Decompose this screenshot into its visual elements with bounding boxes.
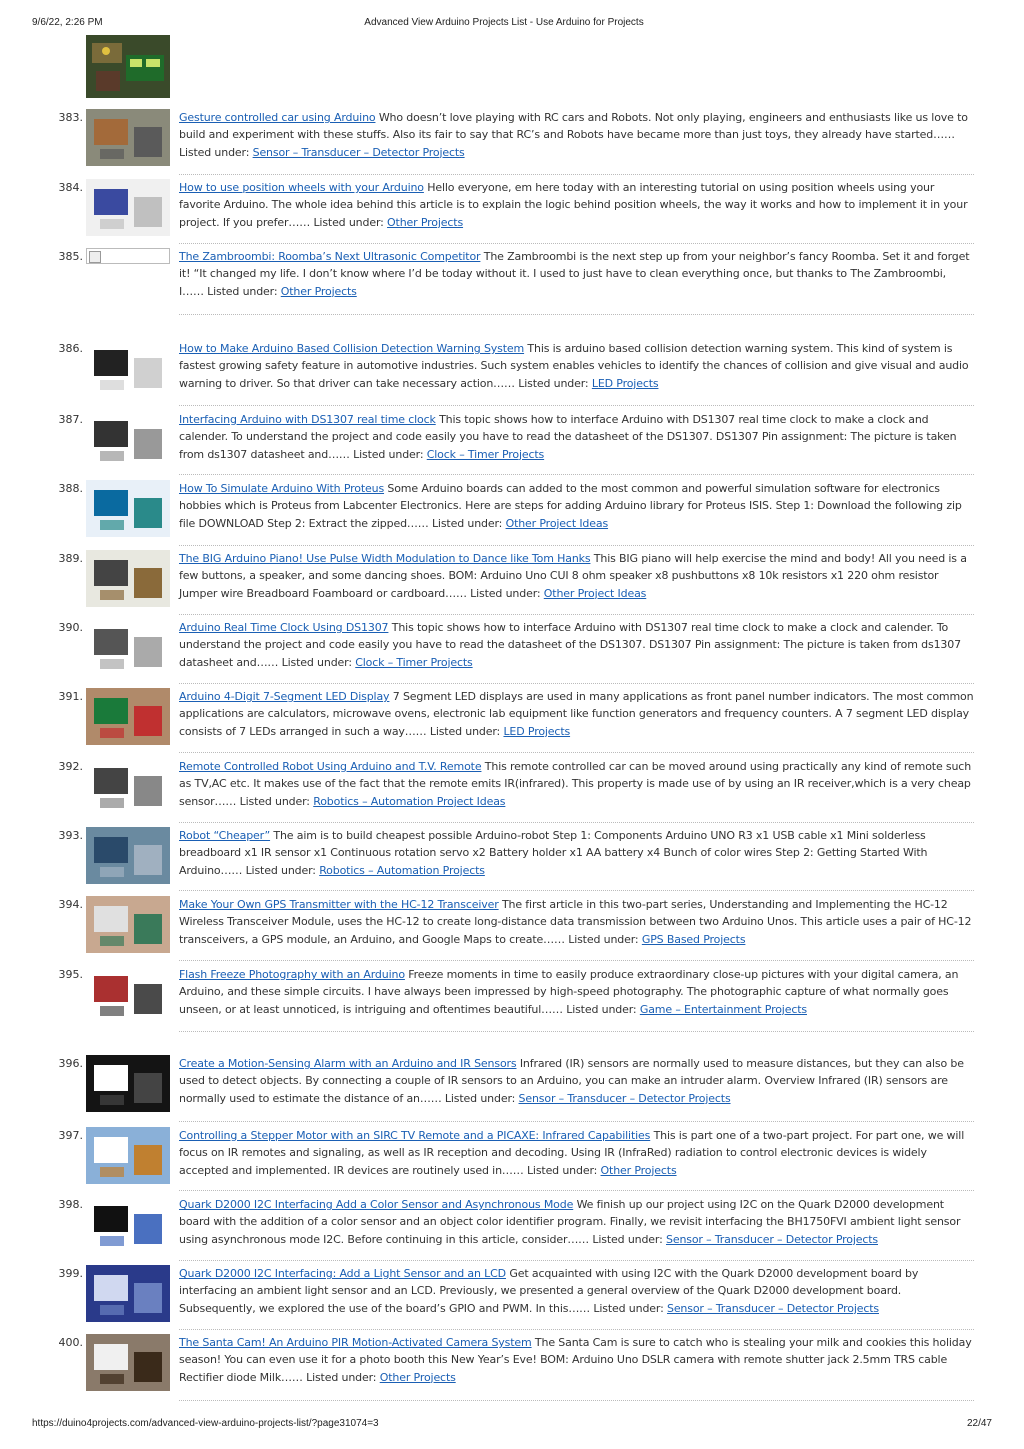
project-description: Get acquainted with using I2C with the Quark D2000 development board by interfacing an ambient light sensor and an LCD. Previously, we presented a general overview of the Quark D2000 development board. Subsequently, we explored the use of the board’s GPIO and PWM. In this…… xyxy=(179,1267,919,1315)
category-link[interactable]: LED Projects xyxy=(591,376,659,390)
item-description-block xyxy=(179,1055,974,1107)
category-link[interactable]: Other Project Ideas xyxy=(505,516,609,530)
listed-under-label: Listed under: xyxy=(281,655,356,669)
print-footer xyxy=(32,1418,992,1432)
project-description: This BIG piano will help exercise the mind and body! All you need is a few buttons, a speaker, and some dancing shoes. BOM: Arduino Uno CUI 8 ohm speaker x8 pushbuttons x8 10k resistors x1 220 ohm resistor Jumper wire Breadboard Foamboard or cardboard…… xyxy=(179,552,967,600)
project-title-link[interactable]: How to use position wheels with your Arduino xyxy=(179,181,424,194)
project-description: Some Arduino boards can added to the most common and powerful simulation software for electronics hobbies which is Proteus from Labcenter Electronics. Here are steps for adding Arduino library for Proteus ISIS. Step 1: Download the following zip file DOWNLOAD Step 2: Extract the zipped…… xyxy=(179,482,962,530)
project-description: This remote controlled car can be moved around using practically any kind of remote such as TV,AC etc. It makes use of the fact that the remote emits IR(infrared). This property is made use of by using an IR receiver,which is a very cheap sensor…… xyxy=(179,760,972,808)
item-description-block xyxy=(179,248,974,300)
project-thumbnail[interactable] xyxy=(86,179,170,236)
project-description: We finish up our project using I2C on the Quark D2000 development board with the addition of a color sensor and an object color identifier program. Finally, we revisit interfacing the BH1750FVI ambient light sensor using asynchronous mode I2C. Before continuing in this article, consider…… xyxy=(179,1198,961,1246)
listed-under-label: Listed under: xyxy=(431,516,506,530)
item-number: 390. xyxy=(58,621,83,634)
item-number: 399. xyxy=(58,1267,83,1280)
listed-under-label: Listed under: xyxy=(518,376,592,390)
project-thumbnail[interactable] xyxy=(86,1127,170,1184)
item-description-block xyxy=(179,688,974,740)
category-link[interactable]: Other Projects xyxy=(379,1370,456,1384)
category-link[interactable]: Sensor – Transducer – Detector Projects xyxy=(252,145,465,159)
listed-under-label: Listed under: xyxy=(566,1002,640,1016)
item-description-block xyxy=(179,179,974,231)
item-separator xyxy=(179,752,974,753)
project-title-link[interactable]: How to Make Arduino Based Collision Detection Warning System xyxy=(179,342,525,355)
project-thumbnail[interactable] xyxy=(86,1334,170,1391)
project-title-link[interactable]: Create a Motion-Sensing Alarm with an Arduino and IR Sensors xyxy=(179,1057,517,1070)
project-description: This topic shows how to interface Arduino with DS1307 real time clock to make a clock and calender. To understand the project and code easily you have to read the datasheet of the DS1307. DS1307 Pin assignment: The picture is taken from ds1307 datasheet and…… xyxy=(179,621,961,669)
project-title-link[interactable]: The Zambroombi: Roomba’s Next Ultrasonic Competitor xyxy=(179,250,481,263)
project-description: The Santa Cam is sure to catch who is stealing your milk and cookies this holiday season! You can even use it for a photo booth this New Year’s Eve! BOM: Arduino Uno DSLR camera with remote shutter jack 2.5mm TRS cable Rectifier diode Milk…… xyxy=(179,1336,972,1384)
project-title-link[interactable]: Quark D2000 I2C Interfacing: Add a Light Sensor and an LCD xyxy=(179,1267,506,1280)
item-description-block xyxy=(179,619,974,671)
project-thumbnail[interactable] xyxy=(86,550,170,607)
project-description: 7 Segment LED displays are used in many applications as front panel number indicators. The most common applications are calculators, microwave ovens, electronic lab equipment like function generators and frequency counters. A 7 segment LED display consists of 7 LEDs arranged in such a way…… xyxy=(179,690,974,738)
listed-under-label: Listed under: xyxy=(306,1370,380,1384)
project-thumbnail[interactable] xyxy=(86,1055,170,1112)
project-description: The Zambroombi is the next step up from your neighbor’s fancy Roomba. Set it and forget it! “It changed my life. I don’t know where I’d be today without it. I used to just have to clean everything once, but thanks to The Zambroombi, I…… xyxy=(179,250,970,298)
project-thumbnail-continued xyxy=(86,35,170,98)
project-title-link[interactable]: The BIG Arduino Piano! Use Pulse Width Modulation to Dance like Tom Hanks xyxy=(179,552,591,565)
category-link[interactable]: Other Project Ideas xyxy=(543,586,647,600)
category-link[interactable]: Sensor – Transducer – Detector Projects xyxy=(666,1232,878,1246)
item-number: 393. xyxy=(58,829,83,842)
item-separator xyxy=(179,1190,974,1191)
item-separator xyxy=(179,243,974,244)
item-separator xyxy=(179,1121,974,1122)
item-description-block xyxy=(179,1265,974,1317)
item-separator xyxy=(179,405,974,406)
project-thumbnail[interactable] xyxy=(86,896,170,953)
item-separator xyxy=(179,960,974,961)
item-number: 389. xyxy=(58,552,83,565)
listed-under-label: Listed under: xyxy=(526,1163,601,1177)
item-number: 396. xyxy=(58,1057,83,1070)
item-number: 398. xyxy=(58,1198,83,1211)
category-link[interactable]: LED Projects xyxy=(503,724,571,738)
listed-under-label: Listed under: xyxy=(239,794,314,808)
project-title-link[interactable]: Interfacing Arduino with DS1307 real time clock xyxy=(179,413,436,426)
listed-under-label: Listed under: xyxy=(313,215,388,229)
listed-under-label: Listed under: xyxy=(592,1232,666,1246)
print-page-number: 22/47 xyxy=(966,1418,992,1429)
project-title-link[interactable]: Make Your Own GPS Transmitter with the HC-12 Transceiver xyxy=(179,898,499,911)
item-separator xyxy=(179,1400,974,1401)
project-thumbnail[interactable] xyxy=(86,619,170,676)
project-thumbnail[interactable] xyxy=(86,966,170,1023)
project-description: The aim is to build cheapest possible Arduino-robot Step 1: Components Arduino UNO R3 x1 USB cable x1 Mini solderless breadboard x1 IR sensor x1 Continuous rotation servo x2 Battery holder x1 AA battery x4 Bunch of color wires Step 2: Getting Started With Arduino…… xyxy=(179,829,928,877)
category-link[interactable]: Robotics – Automation Projects xyxy=(319,863,485,877)
category-link[interactable]: Clock – Timer Projects xyxy=(355,655,473,669)
listed-under-label: Listed under: xyxy=(179,145,253,159)
project-thumbnail[interactable] xyxy=(86,109,170,166)
project-description: Who doesn’t love playing with RC cars and Robots. Not only playing, engineers and enthusiasts like us love to build and experiment with these stuffs. Also its fair to say that RC’s and Robots have became more than just toys, they already have started…… xyxy=(179,111,968,142)
item-separator xyxy=(179,822,974,823)
project-title-link[interactable]: Arduino Real Time Clock Using DS1307 xyxy=(179,621,389,634)
item-number: 387. xyxy=(58,413,83,426)
item-description-block xyxy=(179,1334,974,1386)
project-title-link[interactable]: How To Simulate Arduino With Proteus xyxy=(179,482,385,495)
listed-under-label: Listed under: xyxy=(593,1301,667,1315)
project-title-link[interactable]: Flash Freeze Photography with an Arduino xyxy=(179,968,405,981)
category-link[interactable]: Sensor – Transducer – Detector Projects xyxy=(666,1301,879,1315)
project-thumbnail[interactable] xyxy=(86,827,170,884)
category-link[interactable]: Game – Entertainment Projects xyxy=(639,1002,807,1016)
print-header xyxy=(32,17,976,31)
item-description-block xyxy=(179,411,974,463)
project-thumbnail[interactable] xyxy=(86,1265,170,1322)
item-description-block xyxy=(179,966,974,1018)
category-link[interactable]: GPS Based Projects xyxy=(641,932,746,946)
listed-under-label: Listed under: xyxy=(429,724,504,738)
project-description: The first article in this two-part series, Understanding and Implementing the HC-12 Wireless Transceiver Module, uses the HC-12 to create long-distance data transmission between two Arduino Unos. This article uses a pair of HC-12 transceivers, a GPS module, an Arduino, and Google Maps to create…… xyxy=(179,898,972,946)
project-title-link[interactable]: Robot “Cheaper” xyxy=(179,829,271,842)
listed-under-label: Listed under: xyxy=(444,1091,519,1105)
item-separator xyxy=(179,614,974,615)
category-link[interactable]: Other Projects xyxy=(600,1163,677,1177)
project-title-link[interactable]: Quark D2000 I2C Interfacing Add a Color Sensor and Asynchronous Mode xyxy=(179,1198,574,1211)
project-description: This is part one of a two-part project. For part one, we will focus on IR remotes and signaling, as well as IR reception and decoding. Using IR (InfraRed) radiation to control electronic devices is widely accepted and implemented. IR devices are routinely used in…… xyxy=(179,1129,965,1177)
item-separator xyxy=(179,474,974,475)
item-number: 383. xyxy=(58,111,83,124)
item-number: 395. xyxy=(58,968,83,981)
print-datetime: 9/6/22, 2:26 PM xyxy=(32,17,103,28)
listed-under-label: Listed under: xyxy=(568,932,642,946)
item-separator xyxy=(179,1260,974,1261)
item-number: 391. xyxy=(58,690,83,703)
project-thumbnail[interactable] xyxy=(86,758,170,815)
project-description: This topic shows how to interface Arduino with DS1307 real time clock to make a clock and calender. To understand the project and code easily you have to read the datasheet of the DS1307. DS1307 Pin assignment: The picture is taken from ds1307 datasheet and…… xyxy=(179,413,957,461)
item-description-block xyxy=(179,827,974,879)
item-description-block xyxy=(179,550,974,602)
project-title-link[interactable]: Controlling a Stepper Motor with an SIRC TV Remote and a PICAXE: Infrared Capabilities xyxy=(179,1129,651,1142)
item-number: 386. xyxy=(58,342,83,355)
item-number: 392. xyxy=(58,760,83,773)
item-number: 397. xyxy=(58,1129,83,1142)
project-description: Freeze moments in time to easily produce extraordinary close-up pictures with your digital camera, an Arduino, and these simple circuits. I have always been impressed by high-speed photography. The photographic capture of what normally goes unseen, or at least unnoticed, is intriguing and oftentimes beautiful…… xyxy=(179,968,959,1016)
category-link[interactable]: Other Projects xyxy=(280,284,357,298)
print-url: https://duino4projects.com/advanced-view-arduino-projects-list/?page31074=3 xyxy=(32,1418,379,1429)
project-title-link[interactable]: Arduino 4-Digit 7-Segment LED Display xyxy=(179,690,390,703)
project-thumbnail[interactable] xyxy=(86,688,170,745)
item-number: 394. xyxy=(58,898,83,911)
project-thumbnail[interactable] xyxy=(86,411,170,468)
category-link[interactable]: Robotics – Automation Project Ideas xyxy=(313,794,506,808)
item-number: 400. xyxy=(58,1336,83,1349)
item-description-block xyxy=(179,109,974,161)
project-thumbnail[interactable] xyxy=(86,480,170,537)
project-thumbnail[interactable] xyxy=(86,340,170,397)
item-description-block xyxy=(179,758,974,810)
project-title-link[interactable]: Remote Controlled Robot Using Arduino and T.V. Remote xyxy=(179,760,482,773)
item-separator xyxy=(179,545,974,546)
item-separator xyxy=(179,1329,974,1330)
listed-under-label: Listed under: xyxy=(470,586,544,600)
item-description-block xyxy=(179,896,974,948)
project-title-link[interactable]: Gesture controlled car using Arduino xyxy=(179,111,376,124)
category-link[interactable]: Other Projects xyxy=(387,215,464,229)
project-description: This is arduino based collision detection warning system. This kind of system is fastest growing safety feature in automotive industries. Such system enables vehicles to identify the chances of collision and give visual and audio warning to driver. So that driver can take necessary action…… xyxy=(179,342,969,390)
project-title-link[interactable]: The Santa Cam! An Arduino PIR Motion-Activated Camera System xyxy=(179,1336,532,1349)
project-description: Hello everyone, em here today with an interesting tutorial on using position wheels using your favorite Arduino. The whole idea behind this article is to explain the logic behind position wheels, the way it works and how to implement it in your project. If you prefer…… xyxy=(179,181,968,229)
project-thumbnail[interactable] xyxy=(86,1196,170,1253)
listed-under-label: Listed under: xyxy=(207,284,281,298)
listed-under-label: Listed under: xyxy=(353,447,427,461)
item-number: 385. xyxy=(58,250,83,263)
item-separator xyxy=(179,174,974,175)
category-link[interactable]: Sensor – Transducer – Detector Projects xyxy=(518,1091,731,1105)
item-description-block xyxy=(179,340,974,392)
category-link[interactable]: Clock – Timer Projects xyxy=(426,447,545,461)
item-description-block xyxy=(179,480,974,532)
broken-image-icon xyxy=(86,248,170,264)
item-number: 384. xyxy=(58,181,83,194)
item-number: 388. xyxy=(58,482,83,495)
project-description: Infrared (IR) sensors are normally used to measure distances, but they can also be used to detect objects. By connecting a couple of IR sensors to an Arduino, you can make an intruder alarm. Overview Infrared (IR) sensors are normally used to estimate the distance of an…… xyxy=(179,1057,964,1105)
listed-under-label: Listed under: xyxy=(245,863,320,877)
item-separator xyxy=(179,314,974,315)
item-separator xyxy=(179,683,974,684)
item-separator xyxy=(179,1031,974,1032)
item-description-block xyxy=(179,1196,974,1248)
item-separator xyxy=(179,890,974,891)
print-page-title: Advanced View Arduino Projects List - Use Arduino for Projects xyxy=(364,17,644,28)
item-description-block xyxy=(179,1127,974,1179)
